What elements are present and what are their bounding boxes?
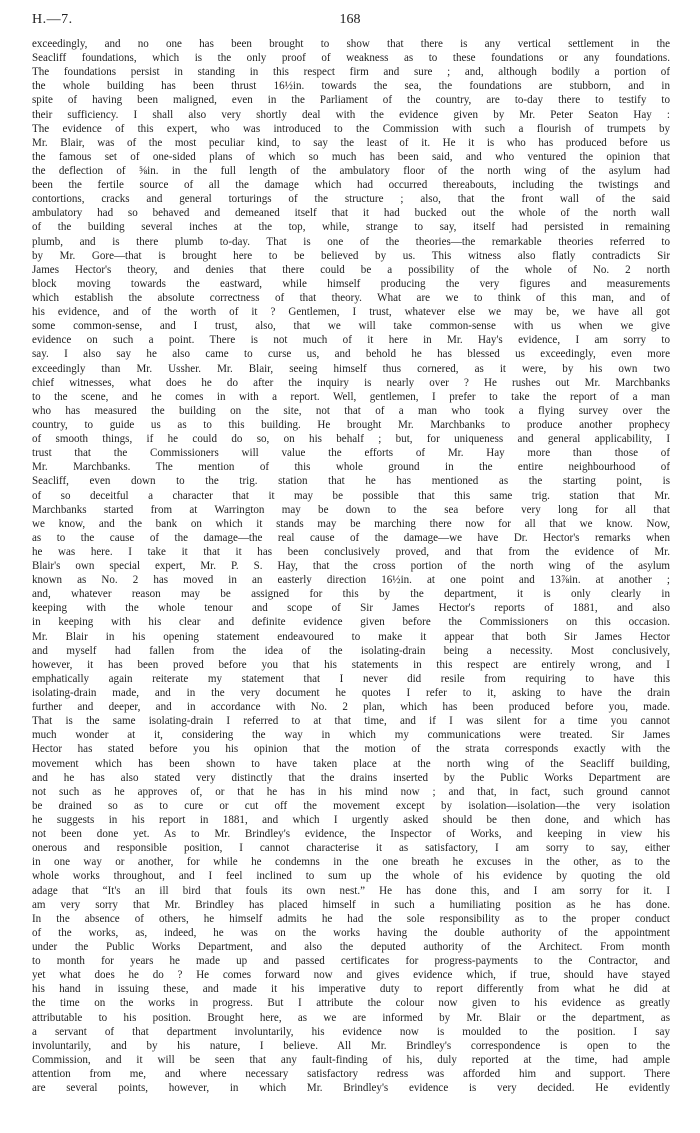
text-line: chief witnesses, what does he do after the inquiry is nearly over ? He rushes out Mr. Marchbanks <box>32 376 670 389</box>
text-line: of smooth things, if he could do so, on his behalf ; but, for uniqueness and general applicability, I <box>32 433 670 446</box>
text-line: much wonder at it, considering the way in which my communications were treated. Sir James <box>32 729 670 742</box>
text-line: onerous and responsible position, I cannot characterise it as satisfactory, I am sorry to say, either <box>32 842 670 855</box>
text-line: That is the same isolating-drain I referred to at that time, and if I was silent for a time you cannot <box>32 715 670 728</box>
text-line: ambulatory had so behaved and demeaned itself that it had bucked out the whole of the north wall <box>32 207 670 220</box>
text-line: say. I also say he also came to curse us, and behold he has blessed us exceedingly, even more <box>32 348 670 361</box>
text-line: exceedingly than Mr. Ussher. Mr. Blair, seeing himself thus cornered, as it were, by his own two <box>32 362 670 375</box>
section-reference: H.—7. <box>32 12 73 27</box>
page-header <box>32 12 668 38</box>
text-line: his evidence, and of the worth of it ? Gentlemen, I trust, whatever else we may be, we have all got <box>32 306 670 319</box>
text-line: contortions, cracks and general torturings of the structure ; also, that the front wall of the said <box>32 193 670 206</box>
text-line: in one way or another, for while he condemns in the one breath he excuses in the other, as to the <box>32 856 670 869</box>
text-line: he was here. I take it that it has been conclusively proved, and that from the evidence of Mr. <box>32 545 670 558</box>
text-line: keeping with the whole tenour and scope of Sir James Hector's reports of 1881, and also <box>32 602 670 615</box>
text-line: be drained so as to cure or cut off the movement except by isolation—isolation—the very isolation <box>32 799 670 812</box>
text-line: the famous set of one-sided plans of which so much has been said, and who ventured the opinion that <box>32 150 670 163</box>
text-line: we know, and the bank on which it stands may be marching there now for all that we know. Now, <box>32 517 670 530</box>
text-line: his hand in issuing these, and made it his imperative duty to report differently from what he did at <box>32 983 670 996</box>
text-line: as to the cause of the damage—the real cause of the damage—we have Dr. Hector's remarks when <box>32 531 670 544</box>
text-line: are several points, however, in which Mr. Brindley's evidence is very decided. He evidently <box>32 1082 670 1095</box>
text-line: however, it has been proved before you that his statements in this respect are entirely wrong, and I <box>32 658 670 671</box>
text-line: plumb, and is there plumb to-day. That is one of the theories—the remarkable theories referred to <box>32 235 670 248</box>
text-line: to the scene, and he comes in with a report. Well, gentlemen, I prefer to take the report of a man <box>32 390 670 403</box>
text-line: known as No. 2 has moved in an easterly direction 16½in. at one point and 13⅞in. at another ; <box>32 574 670 587</box>
text-line: movement which has been shown to have taken place at the north wing of the Seacliff building, <box>32 757 670 770</box>
text-line: the time on the works in progress. But I attribute the colour now given to his evidence as greatly <box>32 997 670 1010</box>
text-line: and he has also stated very distinctly that the drains inserted by the Public Works Department are <box>32 771 670 784</box>
text-line: been the fertile source of all the damage which had occurred thereabouts, including the twistings and <box>32 179 670 192</box>
text-line: in keeping with his clear and definite evidence given before the Commissioners on this occasion. <box>32 616 670 629</box>
text-line: not been done yet. As to Mr. Brindley's evidence, the Inspector of Works, and keeping in view his <box>32 828 670 841</box>
text-line: attention from me, and where necessary satisfactory redress was afforded him and support. There <box>32 1067 670 1080</box>
text-line: and myself had fallen from the idea of the isolating-drain being a necessity. Most conclusively, <box>32 644 670 657</box>
text-line: who has measured the building on the site, not that of a man who took a flying survey over the <box>32 404 670 417</box>
text-line: further and deeper, and in accordance with No. 2 plan, which has been produced before you, made. <box>32 701 670 714</box>
text-line: whole works throughout, and I feel inclined to sum up the whole of his evidence by quoting the old <box>32 870 670 883</box>
text-line: Marchbanks started from at Warrington may be down to the sea before very long for all that <box>32 503 670 516</box>
text-line: Commission, and it will be seen that any fault-finding of his, duly reported at the time, had ample <box>32 1053 670 1066</box>
text-line: James Hector's theory, and denies that there could be a possibility of the whole of No. 2 north <box>32 263 670 276</box>
text-line: spite of having been maligned, even in the Parliament of the country, are to-day there to testify to <box>32 94 670 107</box>
text-line: In the absence of others, he himself admits he had the sole responsibility as to the proper conduct <box>32 912 670 925</box>
text-line: country, to guide us as to this building. He brought Mr. Marchbanks to produce another prophecy <box>32 418 670 431</box>
text-line: Hector has stated before you his opinion that the motion of the strata corresponds exactly with the <box>32 743 670 756</box>
text-line: to month for years he made up and passed certificates for progress-payments to the Contractor, and <box>32 955 670 968</box>
text-line: Blair's own special expert, Mr. P. S. Hay, that the cross portion of the north wing of the asylum <box>32 560 670 573</box>
text-line: not such as he approves of, or that he has in his mind now ; and that, in fact, such ground cannot <box>32 785 670 798</box>
text-line: some common-sense, and I trust, also, that we will take common-sense with us when we give <box>32 320 670 333</box>
text-line: their sufficiency. I shall also very shortly deal with the evidence given by Mr. Peter Seaton Hay : <box>32 108 670 121</box>
text-line: a servant of that department involuntarily, his evidence now is moulded to the position. I say <box>32 1025 670 1038</box>
text-line: trust that the Commissioners will value the efforts of Mr. Hay more than those of <box>32 447 670 460</box>
text-line: under the Public Works Department, and also the deputed authority of the Architect. From month <box>32 941 670 953</box>
text-line: evidence on such a point. There is not much of it here in Mr. Hay's evidence, I am sorry to <box>32 334 670 347</box>
page-number: 168 <box>339 12 361 27</box>
text-line: the whole building has been thrust 16½in. towards the sea, the foundations are stubborn, and in <box>32 80 670 93</box>
text-line: adage that “It's an ill bird that fouls its own nest.” He has done this, and I am sorry for it. I <box>32 884 670 897</box>
text-line: the deflection of ⅝in. in the full length of the ambulatory floor of the north wing of the asylum had <box>32 164 670 177</box>
text-line: involuntarily, and by his nature, I believe. All Mr. Brindley's correspondence is open to the <box>32 1039 670 1052</box>
text-line: by Mr. Gore—that is brought here to be believed by us. This witness also flatly contradicts Sir <box>32 249 670 262</box>
text-line: Seacliff foundations, which is the only proof of weakness as to these foundations or any foundations. <box>32 52 670 65</box>
text-line: isolating-drain made, and in the very document he quotes I refer to it, asking to have the drain <box>32 687 670 700</box>
text-line: of the building several inches at the top, while, strange to say, itself had persisted in remaining <box>32 221 670 234</box>
text-line: Mr. Blair, was of the most peculiar kind, to say the least of it. He it is who has produced before us <box>32 136 670 149</box>
text-line: am very sorry that Mr. Brindley has placed himself in such a humiliating position as he has done. <box>32 898 670 911</box>
text-line: The foundations persist in standing in this respect firm and sure ; and, although bodily a portion of <box>32 66 670 79</box>
text-line: emphatically again reiterate my statement that I never did resile from requiring to have this <box>32 672 670 685</box>
text-line: attributable to his position. Brought here, as we are informed by Mr. Blair or the department, as <box>32 1011 670 1024</box>
text-line: and, whatever reason may be assigned for this by the department, it is only clearly in <box>32 588 670 601</box>
body-text <box>32 37 670 1095</box>
text-line: yet what does he do ? He comes forward now and gives evidence which, if true, should have stayed <box>32 969 670 982</box>
text-line: he suggests in his report in 1881, and which I urgently asked should be then done, and which has <box>32 814 670 827</box>
text-line: Mr. Blair in his opening statement endeavoured to make it appear that both Sir James Hector <box>32 630 670 643</box>
text-line: Mr. Marchbanks. The mention of this whole ground in the entire neighbourhood of <box>32 461 670 474</box>
text-line: which establish the absolute correctness of that theory. What are we to think of this man, and of <box>32 291 670 304</box>
text-line: of so deceitful a character that it may be possible that this same trig. station that Mr. <box>32 489 670 502</box>
text-line: Seacliff, even down to the trig. station that he has mentioned as the starting point, is <box>32 475 670 488</box>
text-line: of the works, as, indeed, he was on the works having the double authority of the appointment <box>32 926 670 939</box>
text-line: block moving towards the eastward, while himself producing the very figures and measurements <box>32 277 670 290</box>
text-line: The evidence of this expert, who was introduced to the Commission with such a flourish of trumpets by <box>32 122 670 135</box>
text-line: exceedingly, and no one has been brought to show that there is any vertical settlement in the <box>32 38 670 50</box>
